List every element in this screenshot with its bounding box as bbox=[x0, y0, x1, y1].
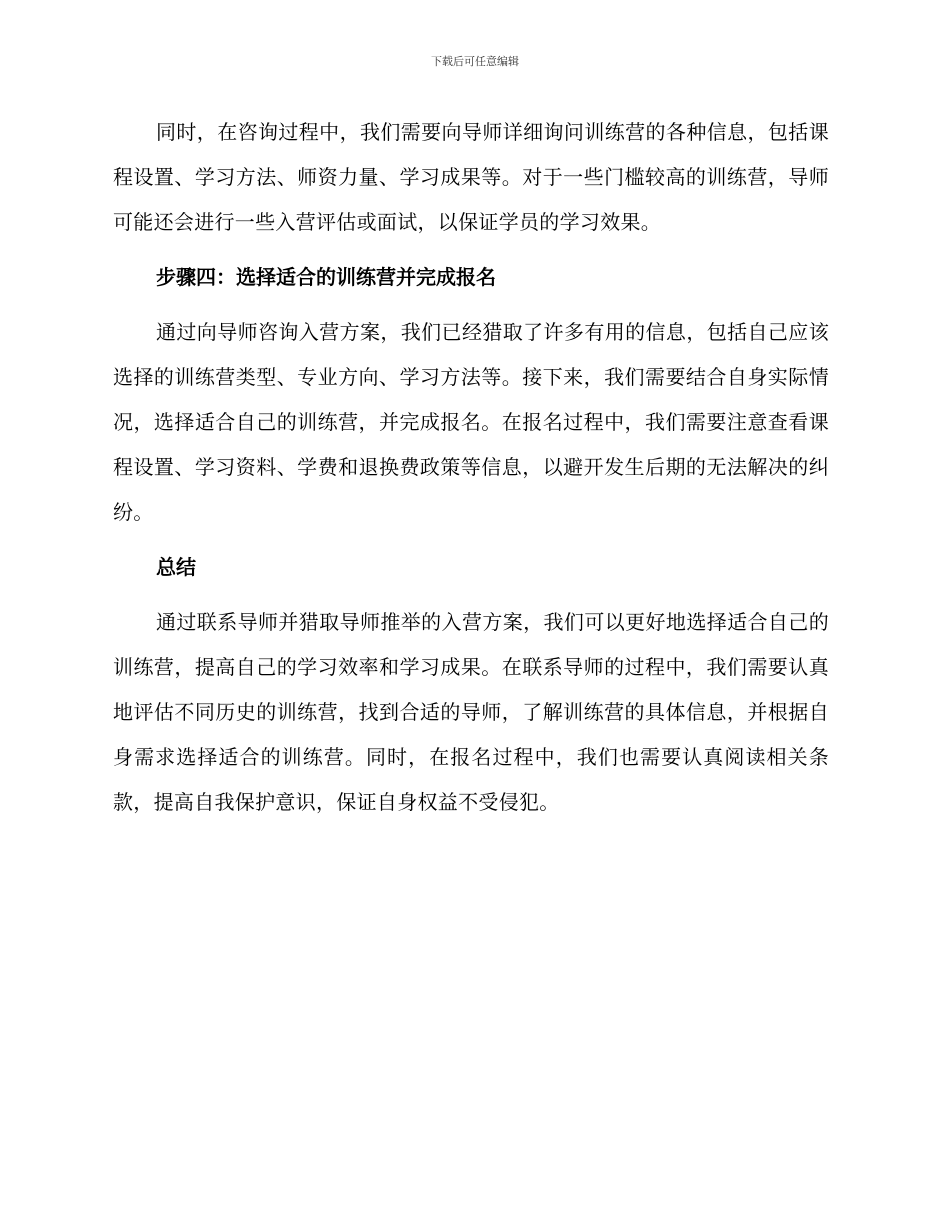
document-body bbox=[113, 110, 829, 835]
paragraph-summary: 通过联系导师并猎取导师推举的入营方案，我们可以更好地选择适合自己的训练营，提高自己的学习效率和学习成果。在联系导师的过程中，我们需要认真地评估不同历史的训练营，找到合适的导师，了解训练营的具体信息，并根据自身需求选择适合的训练营。同时，在报名过程中，我们也需要认真阅读相关条款，提高自我保护意识，保证自身权益不受侵犯。 bbox=[113, 610, 829, 814]
heading-step-four: 步骤四：选择适合的训练营并完成报名 bbox=[156, 265, 496, 289]
paragraph-consultation-details: 同时，在咨询过程中，我们需要向导师详细询问训练营的各种信息，包括课程设置、学习方法、师资力量、学习成果等。对于一些门槛较高的训练营，导师可能还会进行一些入营评估或面试，以保证学员的学习效果。 bbox=[113, 120, 829, 234]
page-header: 下载后可任意编辑 bbox=[431, 55, 519, 68]
paragraph-choose-camp: 通过向导师咨询入营方案，我们已经猎取了许多有用的信息，包括自己应该选择的训练营类型、专业方向、学习方法等。接下来，我们需要结合自身实际情况，选择适合自己的训练营，并完成报名。在报名过程中，我们需要注意查看课程设置、学习资料、学费和退换费政策等信息，以避开发生后期的无法解决的纠纷。 bbox=[113, 320, 829, 524]
heading-summary: 总结 bbox=[156, 555, 196, 579]
